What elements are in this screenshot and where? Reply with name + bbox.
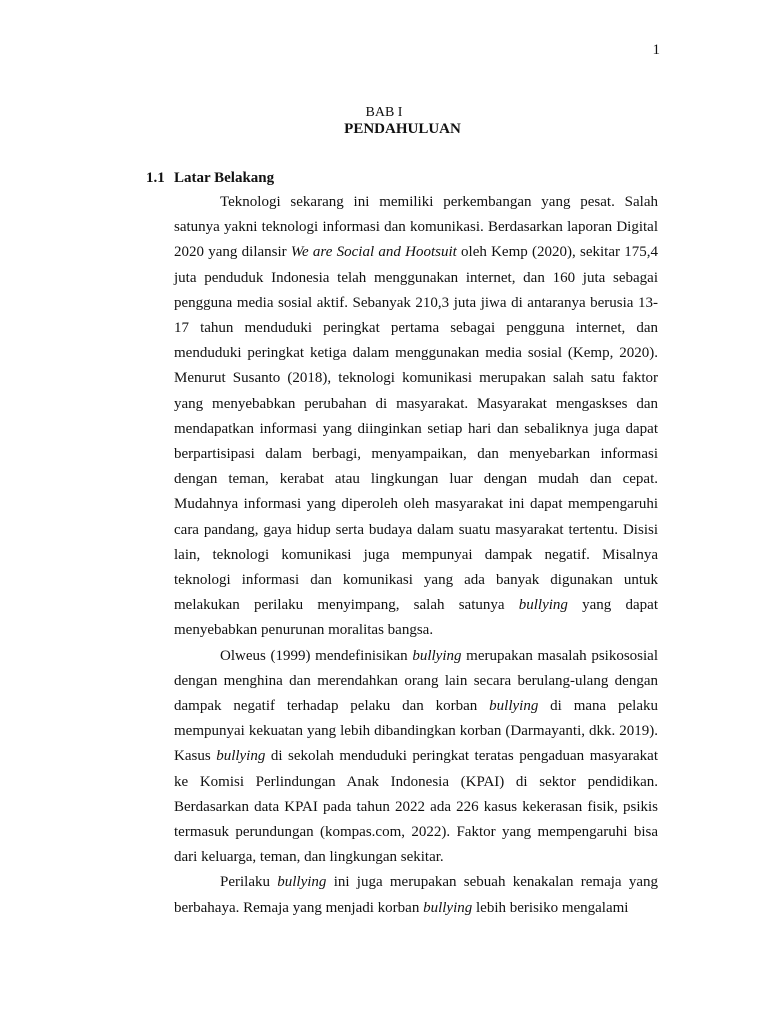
body-text — [174, 190, 658, 921]
section-number: 1.1 — [146, 170, 165, 186]
italic-term: bullying — [216, 748, 266, 765]
paragraph — [174, 870, 658, 920]
paragraph — [174, 644, 658, 871]
paragraph — [174, 190, 658, 644]
text-run: ini juga merupakan sebuah kenakalan remaja yang berbahaya. Remaja yang menjadi korban — [174, 874, 658, 916]
italic-term: bullying — [412, 647, 462, 664]
text-run: Teknologi sekarang ini memiliki perkembangan yang pesat. Salah satunya yakni teknologi informasi dan komunikasi. Berdasarkan laporan Digital 2020 yang dilansir — [174, 194, 658, 261]
italic-term: bullying — [423, 899, 473, 916]
text-run: Olweus (1999) mendefinisikan — [220, 647, 413, 664]
italic-term: bullying — [277, 874, 327, 891]
text-run: oleh Kemp (2020), sekitar 175,4 juta penduduk Indonesia telah menggunakan internet, dan 160 juta sebagai pengguna media sosial aktif. Sebanyak 210,3 juta jiwa di antaranya berusia 13-17 tahun menduduki peringkat pertama sebagai pengguna internet, dan menduduki peringkat ketiga dalam menggunakan media sosial (Kemp, 2020). Menurut Susanto (2018), teknologi komunikasi merupakan salah satu faktor yang menyebabkan perubahan di masyarakat. Masyarakat mengaskses dan mendapatkan informasi yang diinginkan setiap hari dan sebaliknya juga dapat berpartisipasi dalam berbagi, menyampaikan, dan menyebarkan informasi dengan teman, kerabat atau lingkungan luar dengan mudah dan cepat. Mudahnya informasi yang diperoleh oleh masyarakat ini dapat mempengaruhi cara pandang, gaya hidup serta budaya dalam suatu masyarakat tertentu. Disisi lain, teknologi komunikasi juga mempunyai dampak negatif. Misalnya teknologi informasi dan komunikasi yang ada banyak digunakan untuk melakukan perilaku menyimpang, salah satunya — [174, 244, 658, 614]
italic-term: bullying — [518, 597, 568, 614]
text-run: Perilaku — [220, 874, 278, 891]
text-run: lebih berisiko mengalami — [472, 899, 629, 916]
text-run: merupakan masalah psikososial dengan menghina dan merendahkan orang lain secara berulang-ulang dengan dampak negatif terhadap pelaku dan korban — [174, 647, 658, 715]
italic-term: bullying — [489, 698, 539, 715]
chapter-label: BAB I — [365, 105, 403, 120]
text-run: yang dapat menyebabkan penurunan moralitas bangsa. — [174, 597, 658, 639]
chapter-title: PENDAHULUAN — [344, 121, 461, 137]
page-number: 1 — [652, 42, 660, 58]
text-run: di mana pelaku mempunyai kekuatan yang lebih dibandingkan korban (Darmayanti, dkk. 2019). Kasus — [174, 698, 659, 765]
section-title: Latar Belakang — [174, 170, 275, 186]
section-heading — [146, 169, 274, 187]
text-run: di sekolah menduduki peringkat teratas pengaduan masyarakat ke Komisi Perlindungan Anak Indonesia (KPAI) di sektor pendidikan. Berdasarkan data KPAI pada tahun 2022 ada 226 kasus kekerasan fisik, psikis termasuk perundungan (kompas.com, 2022). Faktor yang mempengaruhi bisa dari keluarga, teman, dan lingkungan sekitar. — [174, 748, 658, 866]
italic-term: We are Social and Hootsuit — [290, 244, 457, 261]
